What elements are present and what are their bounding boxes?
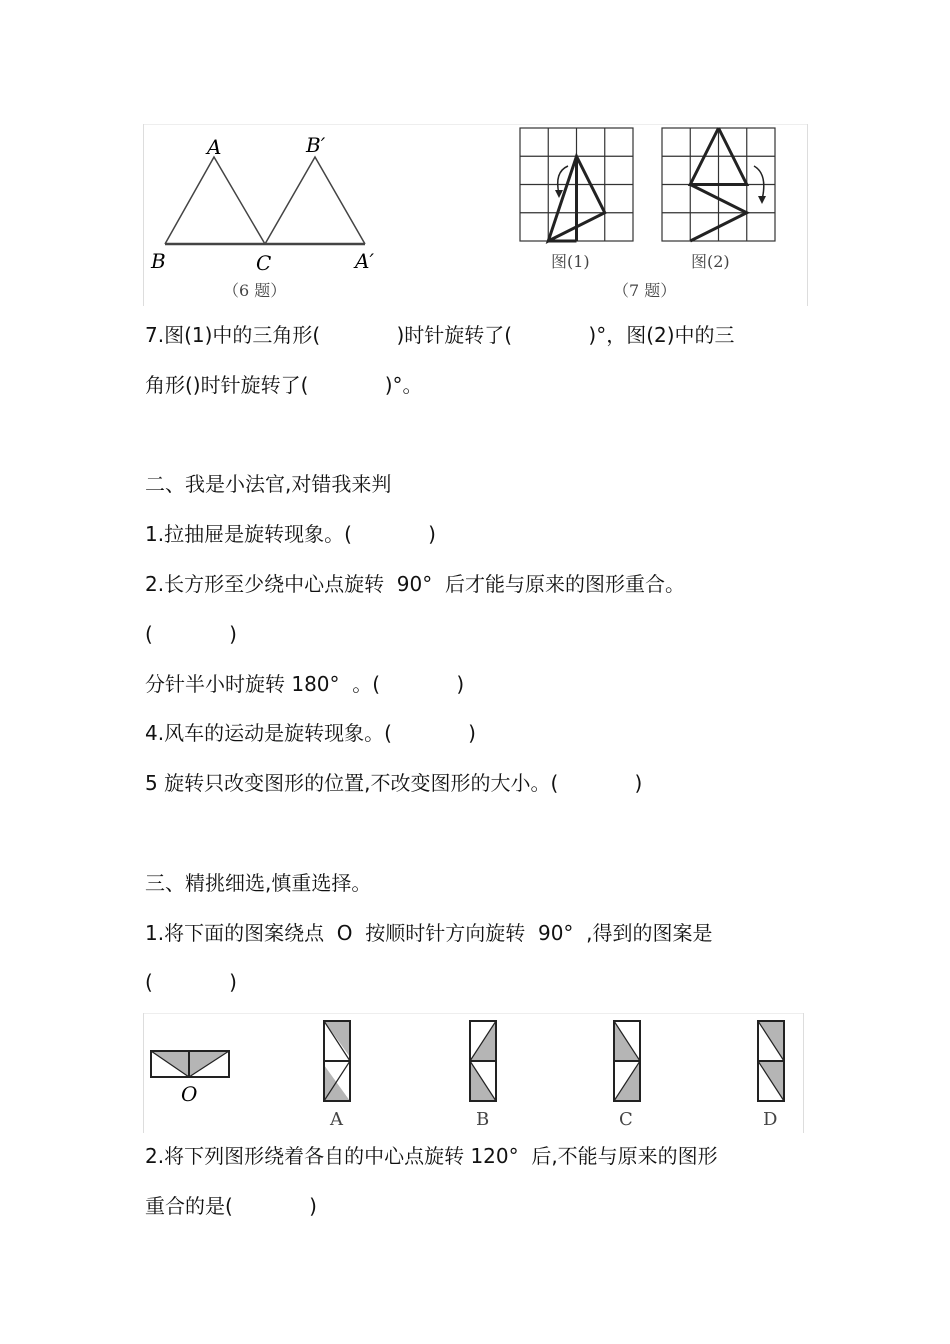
option-A-label: A	[330, 1109, 343, 1130]
section3-q1-line2: ( )	[145, 970, 237, 994]
section2-q4: 4.风车的运动是旋转现象。( )	[145, 721, 476, 745]
label-B-prime: B′	[306, 133, 326, 157]
option-B-label: B	[476, 1109, 490, 1130]
section2-q5: 5 旋转只改变图形的位置,不改变图形的大小。( )	[145, 771, 643, 795]
option-B[interactable]	[470, 1021, 496, 1101]
option-D-label: D	[763, 1109, 778, 1130]
q7-line2: 角形()时针旋转了( )°。	[145, 373, 423, 397]
original-pattern	[151, 1051, 229, 1077]
figure-options-q1	[143, 1013, 804, 1133]
label-C: C	[256, 251, 272, 275]
section2-q2-line1: 2.长方形至少绕中心点旋转 90° 后才能与原来的图形重合。	[145, 572, 685, 596]
label-A: A	[207, 135, 222, 159]
label-O: O	[181, 1082, 198, 1106]
section3-q2-line1: 2.将下列图形绕着各自的中心点旋转 120° 后,不能与原来的图形	[145, 1144, 718, 1168]
section2-q2-line2: ( )	[145, 622, 237, 646]
option-C[interactable]	[614, 1021, 640, 1101]
option-C-label: C	[619, 1109, 633, 1130]
rotation-arrow-fig2-icon	[754, 166, 764, 200]
grid-fig1	[520, 128, 633, 241]
grid-fig2	[662, 128, 775, 241]
option-A[interactable]	[324, 1021, 350, 1101]
figure-questions-6-7	[143, 124, 808, 306]
option-D[interactable]	[758, 1021, 784, 1101]
caption-q6: （6 题）	[223, 281, 287, 300]
caption-q7: （7 题）	[613, 281, 677, 300]
triangles-q6	[165, 157, 365, 244]
section3-title: 三、精挑细选,慎重选择。	[145, 871, 372, 895]
label-A-prime: A′	[355, 249, 374, 273]
section3-q1-line1: 1.将下面的图案绕点 O 按顺时针方向旋转 90° ,得到的图案是	[145, 921, 713, 945]
section2-title: 二、我是小法官,对错我来判	[145, 472, 392, 496]
section3-q2-line2: 重合的是( )	[145, 1194, 317, 1218]
section2-q3: 分针半小时旋转 180° 。( )	[145, 672, 465, 696]
caption-fig2: 图(2)	[691, 252, 730, 271]
caption-fig1: 图(1)	[551, 252, 590, 271]
section2-q1: 1.拉抽屉是旋转现象。( )	[145, 522, 436, 546]
q7-line1: 7.图(1)中的三角形( )时针旋转了( )°，图(2)中的三	[145, 323, 735, 347]
label-B: B	[151, 249, 166, 273]
